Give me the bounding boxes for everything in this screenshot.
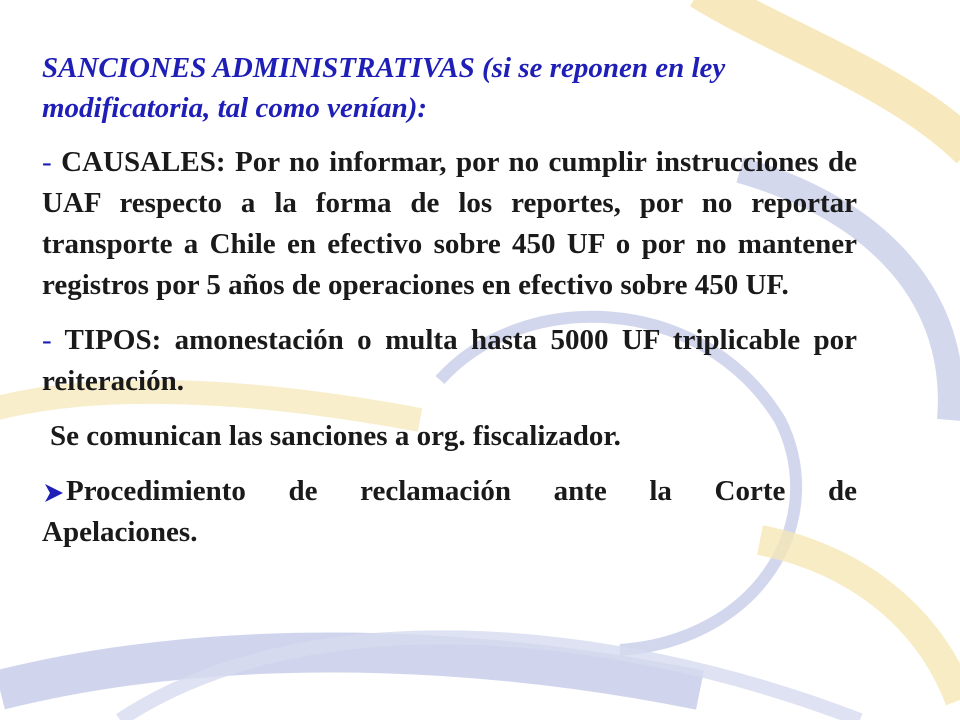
arrow-bullet-icon: [42, 482, 66, 504]
tipos-paragraph: [42, 320, 857, 402]
slide-content: [42, 48, 857, 553]
background-swoosh-blue-bottom: [0, 653, 700, 691]
causales-text: CAUSALES: Por no informar, por no cumplir instrucciones de UAF respecto a la forma de los reportes, por no reportar transporte a Chile en efectivo sobre 450 UF o por no mantener registros por 5 años de operaciones en efectivo sobre 450 UF.: [42, 146, 857, 301]
slide-heading: SANCIONES ADMINISTRATIVAS (si se reponen en ley modificatoria, tal como venían):: [42, 52, 726, 124]
procedimiento-text-line1: Procedimiento de reclamación ante la Corte de: [66, 475, 857, 507]
tipos-text: TIPOS: amonestación o multa hasta 5000 UF triplicable por reiteración.: [42, 324, 857, 397]
comunicacion-paragraph: Se comunican las sanciones a org. fiscalizador.: [50, 420, 621, 452]
dash-marker: -: [42, 146, 52, 178]
procedimiento-text-line2: Apelaciones.: [42, 516, 198, 548]
dash-marker: -: [42, 324, 52, 356]
background-swoosh-yellow-bottom: [760, 540, 960, 700]
causales-paragraph: [42, 142, 857, 306]
procedimiento-bullet: [42, 471, 857, 553]
